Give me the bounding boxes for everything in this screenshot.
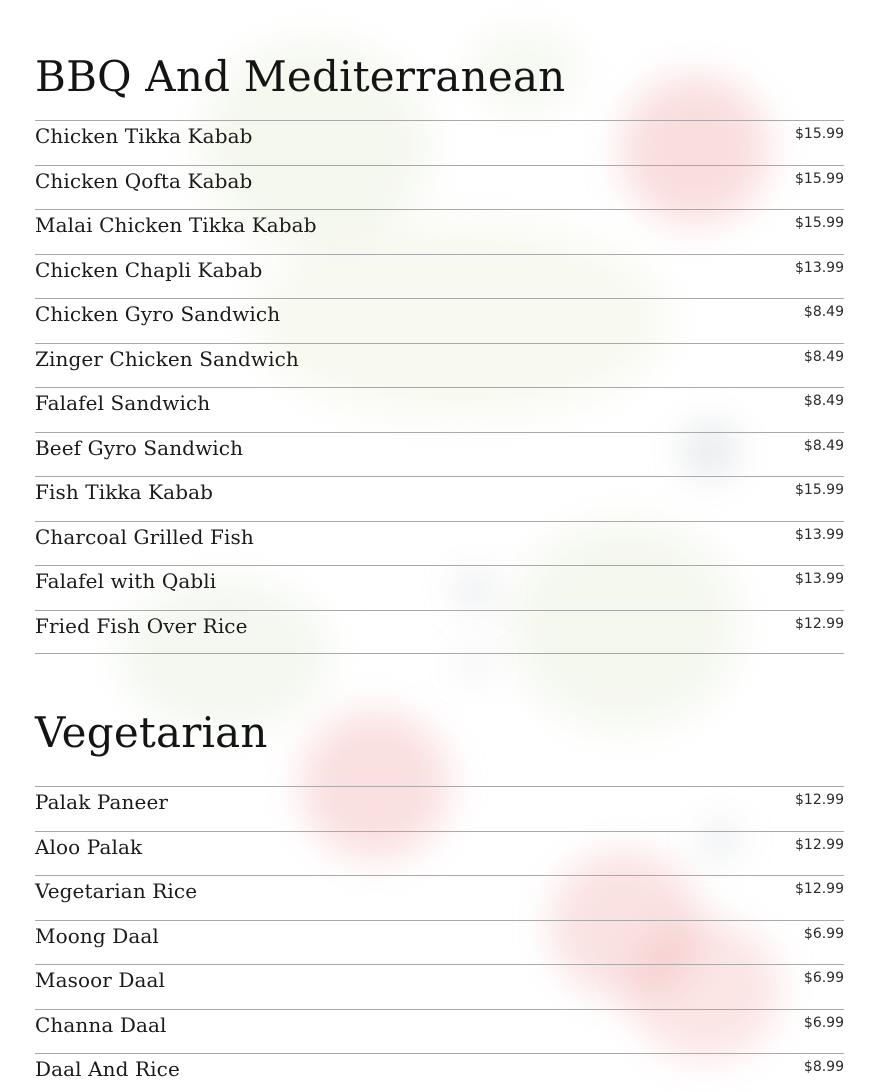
item-name: Chicken Qofta Kabab bbox=[35, 168, 253, 193]
item-price: $15.99 bbox=[795, 126, 844, 142]
item-price: $8.49 bbox=[803, 348, 844, 365]
item-price: $15.99 bbox=[795, 170, 844, 187]
item-price: $8.99 bbox=[803, 1059, 844, 1075]
menu-section-vegetarian bbox=[35, 654, 844, 1092]
item-name: Chicken Tikka Kabab bbox=[35, 124, 253, 148]
item-price: $13.99 bbox=[795, 571, 844, 587]
menu-item bbox=[35, 521, 844, 566]
item-name: Palak Paneer bbox=[35, 790, 169, 814]
menu-section-bbq bbox=[35, 0, 844, 654]
menu-item bbox=[35, 875, 844, 920]
item-name: Falafel Sandwich bbox=[35, 391, 211, 415]
item-name: Falafel with Qabli bbox=[35, 569, 217, 593]
menu-item bbox=[35, 476, 844, 521]
item-name: Chicken Chapli Kabab bbox=[35, 257, 263, 282]
item-name: Channa Daal bbox=[35, 1012, 167, 1037]
item-name: Moong Daal bbox=[35, 923, 159, 948]
item-name: Fried Fish Over Rice bbox=[35, 613, 248, 638]
item-price: $12.99 bbox=[795, 836, 844, 853]
menu-item bbox=[35, 610, 844, 655]
item-price: $6.99 bbox=[803, 925, 844, 942]
item-name: Fish Tikka Kabab bbox=[35, 480, 214, 504]
item-name: Beef Gyro Sandwich bbox=[35, 435, 244, 460]
item-price: $8.49 bbox=[803, 393, 844, 409]
item-price: $8.49 bbox=[803, 437, 844, 454]
item-name: Masoor Daal bbox=[35, 968, 166, 992]
item-price: $15.99 bbox=[795, 215, 844, 231]
menu-list bbox=[35, 786, 844, 1092]
item-name: Charcoal Grilled Fish bbox=[35, 524, 254, 549]
menu-item bbox=[35, 387, 844, 432]
menu-item bbox=[35, 964, 844, 1009]
item-price: $8.49 bbox=[803, 304, 844, 320]
menu-item bbox=[35, 254, 844, 299]
item-name: Malai Chicken Tikka Kabab bbox=[35, 213, 317, 237]
section-title: BBQ And Mediterranean bbox=[35, 52, 566, 101]
menu-item bbox=[35, 120, 844, 165]
item-price: $6.99 bbox=[803, 1014, 844, 1031]
item-name: Zinger Chicken Sandwich bbox=[35, 346, 299, 371]
menu-item bbox=[35, 343, 844, 388]
menu-list bbox=[35, 120, 844, 654]
item-price: $12.99 bbox=[795, 792, 844, 808]
menu-item bbox=[35, 565, 844, 610]
section-title: Vegetarian bbox=[35, 708, 268, 757]
menu-item bbox=[35, 786, 844, 831]
item-price: $12.99 bbox=[795, 881, 844, 897]
menu-item bbox=[35, 209, 844, 254]
menu-item bbox=[35, 165, 844, 210]
item-name: Aloo Palak bbox=[35, 834, 143, 859]
menu-item bbox=[35, 298, 844, 343]
item-price: $15.99 bbox=[795, 482, 844, 498]
item-name: Chicken Gyro Sandwich bbox=[35, 302, 281, 326]
menu-item bbox=[35, 1009, 844, 1054]
menu-item bbox=[35, 920, 844, 965]
menu-item bbox=[35, 432, 844, 477]
item-price: $13.99 bbox=[795, 526, 844, 543]
menu-item bbox=[35, 831, 844, 876]
item-price: $6.99 bbox=[803, 970, 844, 986]
item-price: $13.99 bbox=[795, 259, 844, 276]
item-name: Daal And Rice bbox=[35, 1057, 180, 1081]
menu-item bbox=[35, 1053, 844, 1092]
item-price: $12.99 bbox=[795, 615, 844, 632]
item-name: Vegetarian Rice bbox=[35, 879, 198, 903]
